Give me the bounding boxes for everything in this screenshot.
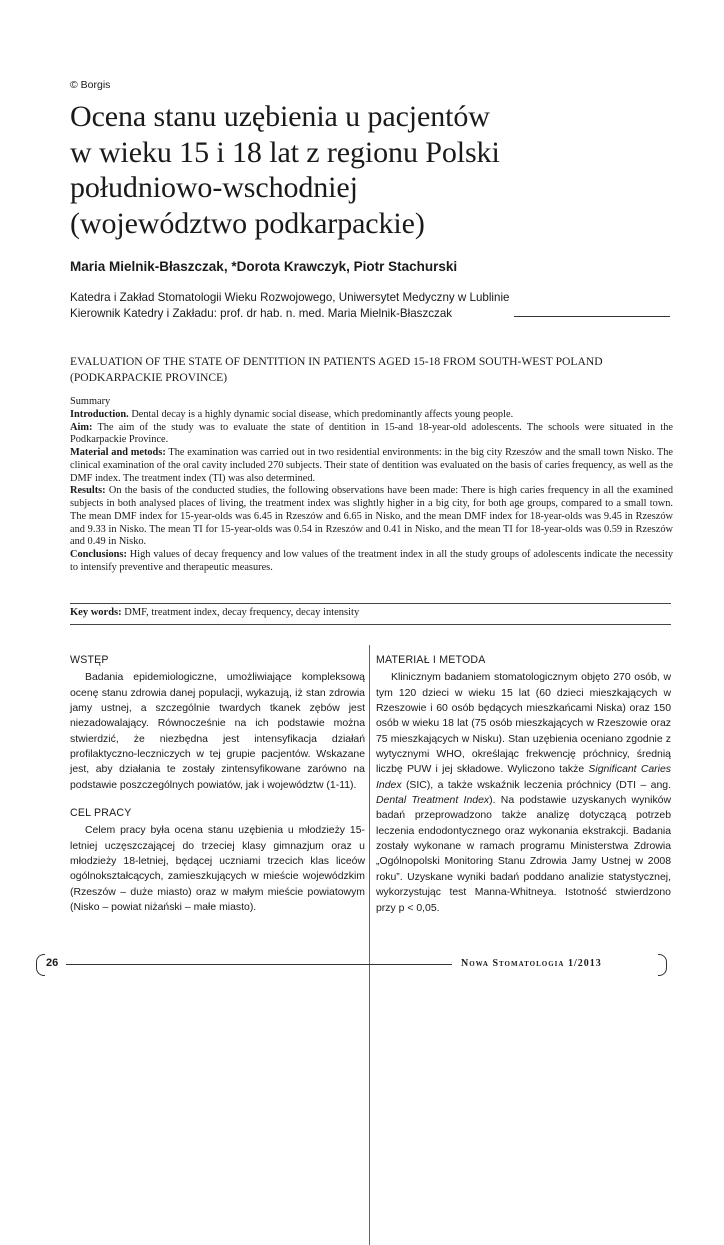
summary-text: The aim of the study was to evaluate the state of dentition in 15-and 18-year-old adolescents. The schools were situated in the Podkarpackie Province.: [70, 421, 673, 446]
summary-methods: [70, 447, 673, 485]
summary-introduction: [70, 409, 673, 422]
journal-name: Nowa Stomatologia 1/2013: [461, 958, 602, 969]
footer-rule: [66, 964, 452, 965]
keywords-text: DMF, treatment index, decay frequency, decay intensity: [121, 607, 360, 618]
summary-label: Introduction.: [70, 408, 129, 420]
methods-text: (SIC), a także wskaźnik leczenia próchnicy (DTI – ang.: [401, 779, 671, 791]
affiliation-line: Katedra i Zakład Stomatologii Wieku Rozwojowego, Uniwersytet Medyczny w Lublinie: [70, 291, 510, 304]
summary-results: [70, 485, 673, 549]
dti-term: Dental Treatment Index: [376, 795, 490, 807]
affiliation-rule: [514, 316, 670, 317]
title-line: Ocena stanu uzębienia u pacjentów: [70, 100, 490, 133]
english-title-line: (PODKARPACKIE PROVINCE): [70, 371, 228, 384]
footer-bracket-right: [658, 954, 667, 976]
aim-paragraph: Celem pracy była ocena stanu uzębienia u młodzieży 15-letniej uczęszczającej do trzeciej klasy gimnazjum oraz u młodzieży 18-letniej, będącej uczniami trzecich klas liceów ogólnokształcących, zamieszkujących w mieście wojewódzkim (Rzeszów – duże miasto) oraz w małym mieście powiatowym (Nisko – powiat niżański – małe miasto).: [70, 825, 365, 914]
footer-bracket-left: [36, 954, 45, 976]
left-column: [70, 653, 365, 916]
english-title-line: EVALUATION OF THE STATE OF DENTITION IN PATIENTS AGED 15-18 FROM SOUTH-WEST POLAND: [70, 355, 603, 368]
title-line: (województwo podkarpackie): [70, 206, 425, 240]
keywords-rule-bottom: [70, 624, 671, 625]
title-line: południowo-wschodniej: [70, 171, 358, 204]
methods-text: Klinicznym badaniem stomatologicznym objęto 270 osób, w tym 120 dzieci w wieku 15 lat (60 dzieci mieszkających w Rzeszowie i 60 osób będących mieszkańcami Niska) oraz 150 osób w wieku 18 lat (75 osób mieszkających w Rzeszowie oraz 75 mieszkających w Nisku). Stan uzębienia oceniano zgodnie z wytycznymi WHO, określając frekwencję próchnicy, średnią liczbę PUW i jej składowe. Wyliczono także: [376, 672, 671, 776]
page-footer: [36, 954, 666, 976]
article-title: [70, 99, 630, 241]
affiliation: [70, 290, 509, 322]
methods-text: ). Na podstawie uzyskanych wyników badań przeprowadzono także analizę dotyczącą potrzeb leczenia endodontycznego oraz wykonania ekstrakcji. Badania zostały wykonane w ramach programu Ministerstwa Zdrowia „Ogólnopolski Monitoring Stanu Zdrowia Jamy Ustnej w 2008 roku”. Uzyskane wyniki badań poddano analizie statystycznej, wykorzystując test Manna-Whitneya. Istotność stwierdzono przy p < 0,05.: [376, 795, 672, 914]
summary-heading: Summary: [70, 396, 111, 407]
summary-label: Results:: [70, 485, 106, 497]
summary-aim: [70, 422, 673, 448]
intro-paragraph: Badania epidemiologiczne, umożliwiające kompleksową ocenę stanu zdrowia danej populacji, wykazują, iż stan zdrowia jamy ustnej, a szczególnie twardych tkanek zębów jest niezadowalający. Równocześnie na ich podstawie można stwierdzić, że niezbędna jest intensyfikacja działań profilaktyczno-leczniczych w tej grupie pacjentów. Wskazane jest, aby działania te zostały zintensyfikowane zarówno na podstawie poszczególnych powiatów, jak i województw (1-11).: [70, 672, 365, 791]
keywords-label: Key words:: [70, 607, 122, 618]
keywords-rule-top: [70, 603, 671, 604]
summary: [70, 396, 673, 575]
page-number: 26: [46, 957, 59, 969]
column-divider: [369, 645, 370, 1245]
intro-heading: WSTĘP: [70, 654, 109, 666]
methods-heading: MATERIAŁ I METODA: [376, 654, 486, 666]
english-title: [70, 354, 680, 386]
sic-term: Significant Caries Index: [376, 764, 671, 791]
summary-text: On the basis of the conducted studies, the following observations have been made: There is high caries frequency in all the examined subjects in both analysed places of living, the treatment index was slightly higher in a big city, for both age groups, compared to a small town. The mean DMF index for 15-year-olds was 6.45 in Rzeszów and 6.65 in Nisko, and the mean DMF index for 18-year-olds was 9.45 in Rzeszów and 9.33 in Nisko. The mean TI for 15-year-olds was 0.54 in Rzeszów and 0.41 in Nisko, and the mean TI for 18-year-olds was 0.59 in Rzeszów and 0.49 in Nisko.: [70, 485, 673, 548]
keywords: [70, 607, 359, 618]
publisher-label: © Borgis: [70, 79, 111, 91]
summary-conclusions: [70, 549, 673, 575]
right-column: [376, 653, 671, 916]
affiliation-line: Kierownik Katedry i Zakładu: prof. dr hab. n. med. Maria Mielnik-Błaszczak: [70, 307, 453, 320]
methods-paragraph: [376, 670, 671, 916]
summary-text: Dental decay is a highly dynamic social disease, which predominantly affects young people.: [128, 408, 514, 420]
authors: Maria Mielnik-Błaszczak, *Dorota Krawczyk, Piotr Stachurski: [70, 259, 458, 274]
aim-heading: CEL PRACY: [70, 807, 132, 820]
summary-label: Conclusions:: [70, 549, 127, 560]
title-line: w wieku 15 i 18 lat z regionu Polski: [70, 135, 500, 169]
summary-label: Aim:: [70, 421, 93, 433]
summary-text: The examination was carried out in two residential environments: in the big city Rzeszów and the small town Nisko. The clinical examination of the oral cavity included 270 subjects. Their state of dentition was evaluated on the basis of caries frequency, as well as the DMF index. The treatment index (TI) was also determined.: [70, 447, 673, 484]
summary-label: Material and metods:: [70, 447, 166, 458]
summary-text: High values of decay frequency and low values of the treatment index in all the study groups of adolescents indicate the necessity to intensify preventive and therapeutic measures.: [70, 549, 673, 573]
